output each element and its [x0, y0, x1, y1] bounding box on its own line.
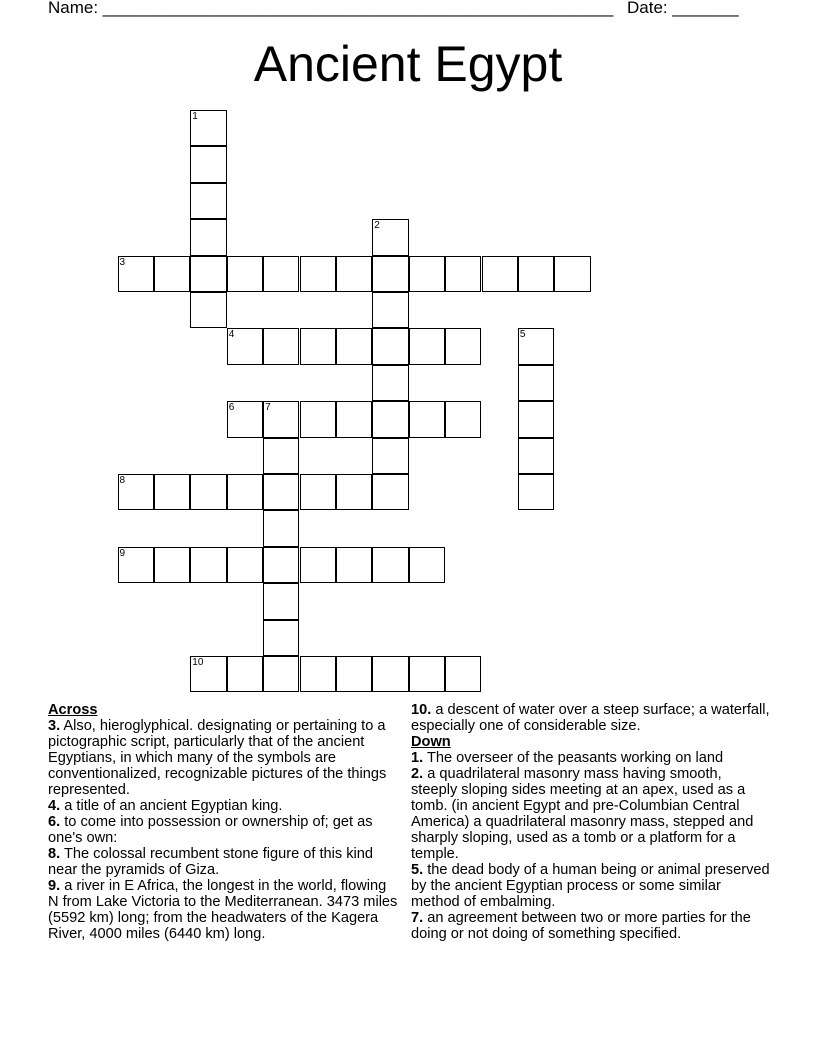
- grid-cell[interactable]: [190, 256, 226, 292]
- grid-cell[interactable]: [336, 547, 372, 583]
- grid-cell[interactable]: [263, 656, 299, 692]
- grid-cell[interactable]: [190, 474, 226, 510]
- clue-down-7: 7. an agreement between two or more parties for the doing or not doing of something specified.: [411, 910, 751, 942]
- grid-cell[interactable]: [409, 328, 445, 364]
- cell-number: 7: [265, 402, 271, 414]
- grid-cell[interactable]: [336, 328, 372, 364]
- grid-cell[interactable]: [190, 292, 226, 328]
- grid-cell[interactable]: [336, 656, 372, 692]
- clues-left-column: [48, 702, 400, 942]
- clue-down-5: 5. the dead body of a human being or animal preserved by the ancient Egyptian process or some similar method of embalming.: [411, 862, 770, 910]
- grid-cell[interactable]: [336, 256, 372, 292]
- grid-cell[interactable]: [409, 656, 445, 692]
- grid-cell[interactable]: [300, 547, 336, 583]
- grid-cell[interactable]: [409, 256, 445, 292]
- grid-cell[interactable]: [263, 583, 299, 619]
- grid-cell[interactable]: [154, 547, 190, 583]
- grid-cell[interactable]: [300, 656, 336, 692]
- cell-number: 10: [192, 657, 204, 668]
- grid-cell[interactable]: [263, 510, 299, 546]
- clue-across-6: 6. to come into possession or ownership of; get as one's own:: [48, 814, 373, 846]
- grid-cell[interactable]: [409, 401, 445, 437]
- grid-cell[interactable]: [482, 256, 518, 292]
- cell-number: 6: [228, 402, 235, 414]
- grid-cell[interactable]: [263, 547, 299, 583]
- grid-cell[interactable]: [518, 401, 554, 437]
- grid-cell[interactable]: [263, 474, 299, 510]
- grid-cell[interactable]: [445, 328, 481, 364]
- grid-cell[interactable]: [190, 547, 226, 583]
- clue-across-10: 10. a descent of water over a steep surface; a waterfall, especially one of considerable size.: [411, 702, 770, 734]
- date-field-label: Date: _______: [627, 0, 739, 17]
- cell-number: 8: [119, 475, 126, 486]
- grid-cell[interactable]: [227, 474, 263, 510]
- cell-number: 3: [119, 256, 126, 268]
- grid-cell[interactable]: [227, 256, 263, 292]
- page-title: Ancient Egypt: [253, 36, 563, 92]
- cell-number: 2: [374, 220, 380, 232]
- grid-cell[interactable]: [372, 219, 408, 255]
- grid-cell[interactable]: [263, 328, 299, 364]
- cell-number: 1: [192, 111, 198, 122]
- grid-cell[interactable]: [445, 656, 481, 692]
- grid-cell[interactable]: [409, 547, 445, 583]
- grid-cell[interactable]: [372, 547, 408, 583]
- clue-across-4: 4. a title of an ancient Egyptian king.: [48, 798, 283, 814]
- grid-cell[interactable]: [336, 401, 372, 437]
- grid-cell[interactable]: [372, 292, 408, 328]
- grid-cell[interactable]: [118, 474, 154, 510]
- clue-across-8: 8. The colossal recumbent stone figure of this kind near the pyramids of Giza.: [48, 846, 374, 878]
- grid-cell[interactable]: [154, 256, 190, 292]
- grid-cell[interactable]: [190, 656, 226, 692]
- grid-cell[interactable]: [372, 401, 408, 437]
- grid-cell[interactable]: [554, 256, 590, 292]
- grid-cell[interactable]: [518, 474, 554, 510]
- grid-cell[interactable]: [227, 656, 263, 692]
- grid-cell[interactable]: [518, 438, 554, 474]
- cell-number: 9: [119, 547, 126, 559]
- grid-cell[interactable]: [263, 401, 299, 437]
- grid-cell[interactable]: [263, 438, 299, 474]
- grid-cell[interactable]: [190, 183, 226, 219]
- grid-cell[interactable]: [300, 328, 336, 364]
- grid-cell[interactable]: [445, 256, 481, 292]
- grid-cell[interactable]: [518, 365, 554, 401]
- grid-cell[interactable]: [118, 547, 154, 583]
- name-field-label: Name: ______________________________________________________: [48, 0, 614, 17]
- grid-cell[interactable]: [227, 328, 263, 364]
- grid-cell[interactable]: [300, 401, 336, 437]
- grid-cell[interactable]: [445, 401, 481, 437]
- grid-cell[interactable]: [372, 256, 408, 292]
- grid-cell[interactable]: [372, 438, 408, 474]
- grid-cell[interactable]: [518, 256, 554, 292]
- clue-down-1: 1. The overseer of the peasants working on land: [411, 750, 724, 766]
- grid-cell[interactable]: [263, 256, 299, 292]
- grid-cell[interactable]: [372, 656, 408, 692]
- clues-right-column: [411, 702, 771, 958]
- down-heading: Down: [411, 734, 451, 750]
- grid-cell[interactable]: [190, 146, 226, 182]
- grid-cell[interactable]: [372, 474, 408, 510]
- grid-cell[interactable]: [154, 474, 190, 510]
- cell-number: 5: [519, 329, 526, 341]
- grid-cell[interactable]: [336, 474, 372, 510]
- grid-cell[interactable]: [263, 620, 299, 656]
- across-heading: Across: [48, 702, 98, 718]
- grid-cell[interactable]: [118, 256, 154, 292]
- clue-across-9: 9. a river in E Africa, the longest in the world, flowing N from Lake Victoria to the Mediterranean. 3473 miles (5592 km) long; from the headwaters of the Kagera River, 4000 miles (6440 km) long.: [48, 878, 398, 942]
- clue-down-2: 2. a quadrilateral masonry mass having smooth, steeply sloping sides meeting at an apex, used as a tomb. (in ancient Egypt and pre-Columbian Central America) a quadrilateral masonry mass, stepped and sharply sloping, used as a tomb or a platform for a temple.: [411, 766, 754, 862]
- grid-cell[interactable]: [227, 547, 263, 583]
- grid-cell[interactable]: [190, 219, 226, 255]
- grid-cell[interactable]: [300, 256, 336, 292]
- grid-cell[interactable]: [518, 328, 554, 364]
- grid-cell[interactable]: [372, 365, 408, 401]
- grid-cell[interactable]: [372, 328, 408, 364]
- grid-cell[interactable]: [190, 110, 226, 146]
- grid-cell[interactable]: [300, 474, 336, 510]
- cell-number: 4: [228, 329, 235, 341]
- clue-across-3: 3. Also, hieroglyphical. designating or pertaining to a pictographic script, particularly that of the ancient Egyptians, in which many of the symbols are conventionalized, recognizable pictures of the things represented.: [48, 718, 387, 798]
- grid-cell[interactable]: [227, 401, 263, 437]
